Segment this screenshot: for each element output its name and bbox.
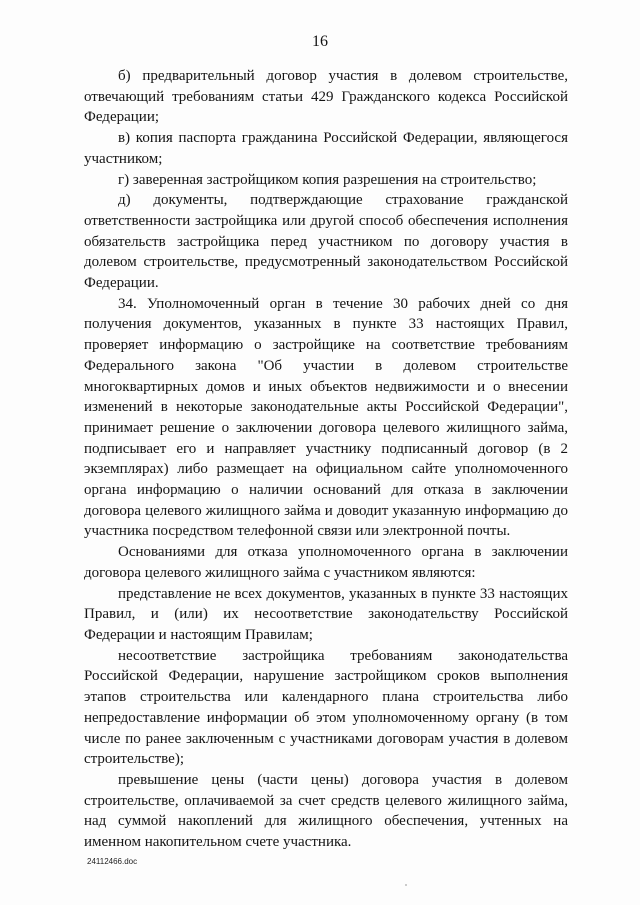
page-number: 16 xyxy=(312,33,328,50)
paragraph-item-v: в) копия паспорта гражданина Российской Федерации, являющегося участником; xyxy=(84,130,568,167)
scan-artifact xyxy=(405,884,407,886)
paragraph-refusal-ground-developer: несоответствие застройщика требованиям законодательства Российской Федерации, нарушение застройщиком сроков выполнения этапов строительства или календарного плана строительства либо непредоставление информации об этом уполномоченному органу (в том числе по ранее заключенным с участниками договорам участия в долевом строительстве); xyxy=(84,647,568,768)
paragraph-refusal-ground-documents: представление не всех документов, указанных в пункте 33 настоящих Правил, и (или) их несоответствие законодательству Российской Федерации и настоящим Правилам; xyxy=(84,585,568,643)
paragraph-refusal-ground-price: превышение цены (части цены) договора участия в долевом строительстве, оплачиваемой за счет средств целевого жилищного займа, над суммой накоплений для жилищного обеспечения, учтенных на именном накопительном счете участника. xyxy=(84,771,568,851)
paragraph-item-d: д) документы, подтверждающие страхование гражданской ответственности застройщика или другой способ обеспечения исполнения обязательств застройщика перед участником по договору участия в долевом строительстве, предусмотренный законодательством Российской Федерации. xyxy=(84,192,568,292)
paragraph-item-g: г) заверенная застройщиком копия разрешения на строительство; xyxy=(118,171,537,188)
paragraph-item-b: б) предварительный договор участия в долевом строительстве, отвечающий требованиям статьи 429 Гражданского кодекса Российской Федерации; xyxy=(84,68,568,126)
document-body xyxy=(84,66,568,853)
footer-document-code: 24112466.doc xyxy=(87,857,138,866)
paragraph-refusal-grounds-intro: Основаниями для отказа уполномоченного органа в заключении договора целевого жилищного займа с участником являются: xyxy=(84,544,568,581)
paragraph-clause-34: 34. Уполномоченный орган в течение 30 рабочих дней со дня получения документов, указанных в пункте 33 настоящих Правил, проверяет информацию о застройщике на соответствие требованиям Федерального закона "Об участии в долевом строительстве многоквартирных домов и иных объектов недвижимости и о внесении изменений в некоторые законодательные акты Российской Федерации", принимает решение о заключении договора целевого жилищного займа, подписывает его и направляет участнику подписанный договор (в 2 экземплярах) либо размещает на официальном сайте уполномоченного органа информацию о наличии оснований для отказа в заключении договора целевого жилищного займа и доводит указанную информацию до участника посредством телефонной связи или электронной почты. xyxy=(84,295,568,540)
